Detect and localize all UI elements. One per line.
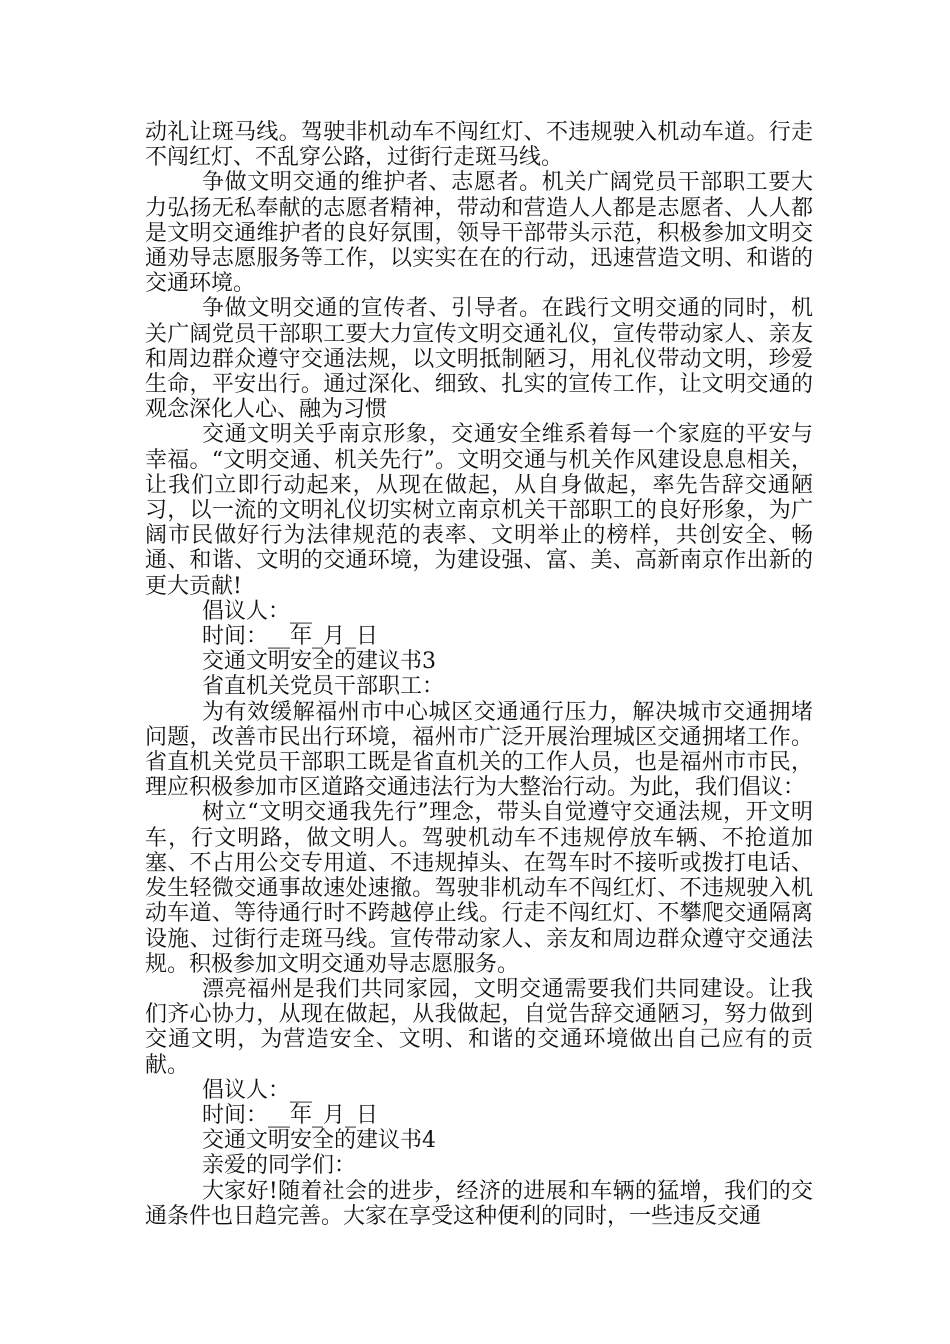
date-line-2: 时间：__年_月_日	[202, 1102, 379, 1128]
salutation-3: 省直机关党员干部职工：	[202, 674, 445, 700]
paragraph-6: 树立“文明交通我先行”理念，带头自觉遵守交通法规，开文明车，行文明路，做文明人。驾驶机动车不违规停放车辆、不抢道加塞、不占用公交专用道、不违规掉头、在驾车时不接听或拨打电话、发生轻微交通事故速处速撤。驾驶非机动车不闯红灯、不违规驶入机动车道、等待通行时不跨越停止线。行走不闯红灯、不攀爬交通隔离设施、过街行走斑马线。宣传带动家人、亲友和周边群众遵守交通法规。积极参加文明交通劝导志愿服务。	[145, 800, 813, 977]
initiator-line-1: 倡议人：__	[202, 598, 313, 624]
initiator-line-2: 倡议人：__	[202, 1077, 313, 1103]
paragraph-4: 交通文明关乎南京形象，交通安全维系着每一个家庭的平安与幸福。“文明交通、机关先行”。文明交通与机关作风建设息息相关，让我们立即行动起来，从现在做起，从自身做起，率先告辞交通陋习，以一流的文明礼仪切实树立南京机关干部职工的良好形象，为广阔市民做好行为法律规范的表率、文明举止的榜样，共创安全、畅通、和谐、文明的交通环境，为建设强、富、美、高新南京作出新的更大贡献!	[145, 422, 813, 599]
section-title-3: 交通文明安全的建议书3	[202, 649, 436, 675]
paragraph-7: 漂亮福州是我们共同家园，文明交通需要我们共同建设。让我们齐心协力，从现在做起，从我做起，自觉告辞交通陋习，努力做到交通文明，为营造安全、文明、和谐的交通环境做出自己应有的贡献。	[145, 976, 813, 1078]
document-body	[145, 120, 813, 1229]
paragraph-8: 大家好!随着社会的进步，经济的进展和车辆的猛增，我们的交通条件也日趋完善。大家在享受这种便利的同时，一些违反交通	[145, 1178, 813, 1229]
section-title-4: 交通文明安全的建议书4	[202, 1128, 436, 1154]
date-line-1: 时间：__年_月_日	[202, 624, 379, 650]
paragraph-1: 动礼让斑马线。驾驶非机动车不闯红灯、不违规驶入机动车道。行走不闯红灯、不乱穿公路，过街行走斑马线。	[145, 120, 813, 171]
paragraph-2: 争做文明交通的维护者、志愿者。机关广阔党员干部职工要大力弘扬无私奉献的志愿者精神，带动和营造人人都是志愿者、人人都是文明交通维护者的良好氛围，领导干部带头示范，积极参加文明交通劝导志愿服务等工作，以实实在在的行动，迅速营造文明、和谐的交通环境。	[145, 170, 813, 297]
paragraph-5: 为有效缓解福州市中心城区交通通行压力，解决城市交通拥堵问题，改善市民出行环境，福州市广泛开展治理城区交通拥堵工作。省直机关党员干部职工既是省直机关的工作人员，也是福州市市民，理应积极参加市区道路交通违法行为大整治行动。为此，我们倡议：	[145, 699, 813, 801]
salutation-4: 亲爱的同学们：	[202, 1153, 357, 1179]
paragraph-3: 争做文明交通的宣传者、引导者。在践行文明交通的同时，机关广阔党员干部职工要大力宣传文明交通礼仪，宣传带动家人、亲友和周边群众遵守交通法规，以文明抵制陋习，用礼仪带动文明，珍爱生命，平安出行。通过深化、细致、扎实的宣传工作，让文明交通的观念深化人心、融为习惯	[145, 296, 813, 423]
